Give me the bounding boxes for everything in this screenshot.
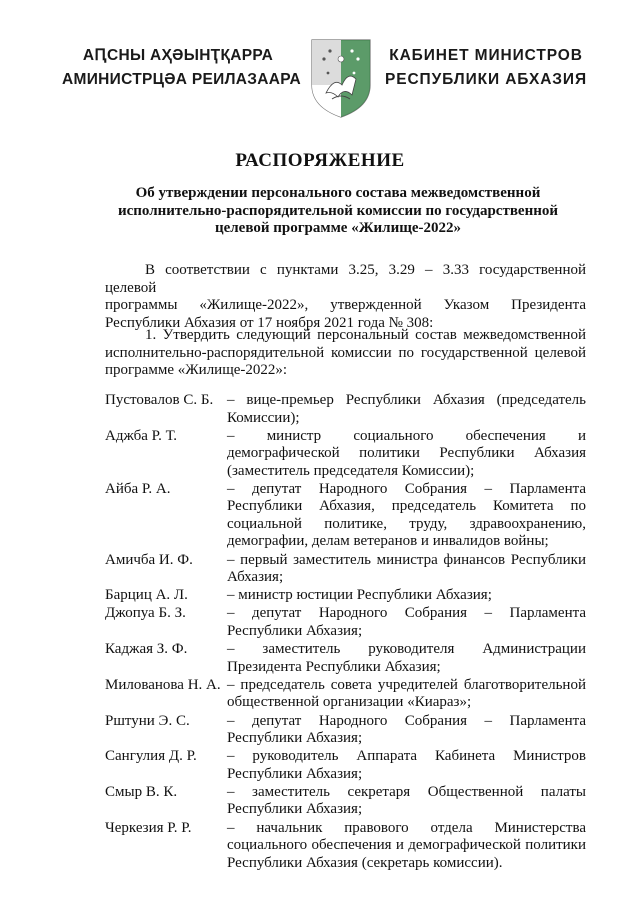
member-role-line: Республики Абхазия; [227,765,363,782]
paragraph-line: программе «Жилище-2022»: [105,362,288,378]
member-role-line: – министр социального обеспечения и [227,427,586,444]
member-row [105,713,586,748]
paragraph-line: 1. Утвердить следующий персональный состав межведомственной [145,327,586,343]
member-name: Джопуа Б. З. [105,605,186,622]
member-role [227,713,586,748]
member-role-line: Республики Абхазия (секретарь комиссии). [227,854,503,871]
member-name: Смыр В. К. [105,783,178,800]
item-1-paragraph [105,327,586,380]
member-role-line: Республики Абхазия, председатель Комитета по [227,498,586,515]
member-role-line: – председатель совета учредителей благотворительной [227,676,586,693]
member-role [227,552,586,587]
member-role-line: общественной организации «Киараз»; [227,694,472,711]
member-row [105,784,586,819]
member-role-line: – депутат Народного Собрания – Парламента [227,712,586,729]
member-row [105,748,586,783]
member-role [227,820,586,873]
member-name: Каджая З. Ф. [105,641,188,658]
header-russian-title [380,44,592,92]
member-role-line: демографии, делам ветеранов и инвалидов войны; [227,533,549,550]
member-role-line: социальной политике, труду, здравоохранению, [227,515,586,532]
header-abkhaz-title [62,44,302,92]
document-title: РАСПОРЯЖЕНИЕ [235,150,405,171]
member-role [227,605,586,640]
paragraph-line: программы «Жилище-2022», утвержденной Указом Президента [105,297,586,313]
member-role-line: Комиссии); [227,409,300,426]
preamble-paragraph [105,262,586,332]
member-role-line: – первый заместитель министра финансов Республики [227,551,586,568]
member-row [105,820,586,873]
member-role [227,748,586,783]
member-row [105,641,586,676]
member-row [105,605,586,640]
member-role [227,641,586,676]
member-role-line: Республики Абхазия; [227,730,363,746]
member-role [227,677,586,712]
paragraph-line: исполнительно-распорядительной комиссии по государственной целевой [105,344,586,361]
member-role-line: – депутат Народного Собрания – Парламента [227,480,586,497]
member-role-line: (заместитель председателя Комиссии); [227,462,475,479]
member-row [105,481,586,551]
member-role-line: Республики Абхазия; [227,801,363,818]
member-role-line: Республики Абхазия; [227,622,363,639]
member-row [105,392,586,427]
paragraph-line: Республики Абхазия от 17 ноября 2021 года № 308: [105,314,434,331]
header-russian-line-1: КАБИНЕТ МИНИСТРОВ [389,47,583,64]
member-name: Айба Р. А. [105,480,171,497]
member-role [227,481,586,551]
member-name: Милованова Н. А. [105,676,221,693]
member-row [105,552,586,587]
member-role-line: – начальник правового отдела Министерства [227,819,586,836]
subtitle-line: исполнительно-распорядительной комиссии по государственной [117,202,559,219]
member-name: Сангулия Д. Р. [105,748,197,765]
commission-members-list [105,392,586,873]
member-role-line: – министр юстиции Республики Абхазия; [227,587,492,604]
subtitle-line: целевой программе «Жилище-2022» [214,220,462,236]
member-role-line: – вице-премьер Республики Абхазия (председатель [227,392,586,408]
member-role-line: – руководитель Аппарата Кабинета Министров [227,748,586,765]
member-role-line: – заместитель секретаря Общественной палаты [227,783,586,800]
member-row [105,677,586,712]
document-subtitle [105,185,571,238]
paragraph-line: В соответствии с пунктами 3.25, 3.29 – 3.33 государственной целевой [105,262,586,296]
abkhazia-emblem-icon [308,37,374,119]
header-russian-line-2: РЕСПУБЛИКИ АБХАЗИЯ [384,71,587,88]
member-role [227,428,586,481]
member-role-line: – депутат Народного Собрания – Парламента [227,605,586,622]
header-abkhaz-line-1: АԤСНЫ АҲӘЫНҬҚАРРА [82,47,274,64]
member-name: Барциц А. Л. [105,587,188,604]
member-role-line: социального обеспечения и демографической политики [227,837,586,854]
member-role-line: – заместитель руководителя Администрации [227,641,586,658]
member-row [105,428,586,481]
member-role-line: Абхазия; [227,569,284,586]
member-role [227,392,586,427]
member-role [227,784,586,819]
member-role-line: Президента Республики Абхазия; [227,658,441,675]
member-name: Аджба Р. Т. [105,427,178,444]
member-row [105,587,586,605]
header-abkhaz-line-2: АМИНИСТРЦӘА РЕИЛАЗААРА [62,71,302,88]
member-name: Черкезия Р. Р. [105,819,192,836]
member-name: Рштуни Э. С. [105,712,190,729]
member-role [227,587,586,605]
member-name: Пустовалов С. Б. [105,392,214,408]
member-role-line: демографической политики Республики Абхазия [227,445,586,462]
member-name: Амичба И. Ф. [105,551,193,568]
subtitle-line: Об утверждении персонального состава межведомственной [135,185,541,201]
